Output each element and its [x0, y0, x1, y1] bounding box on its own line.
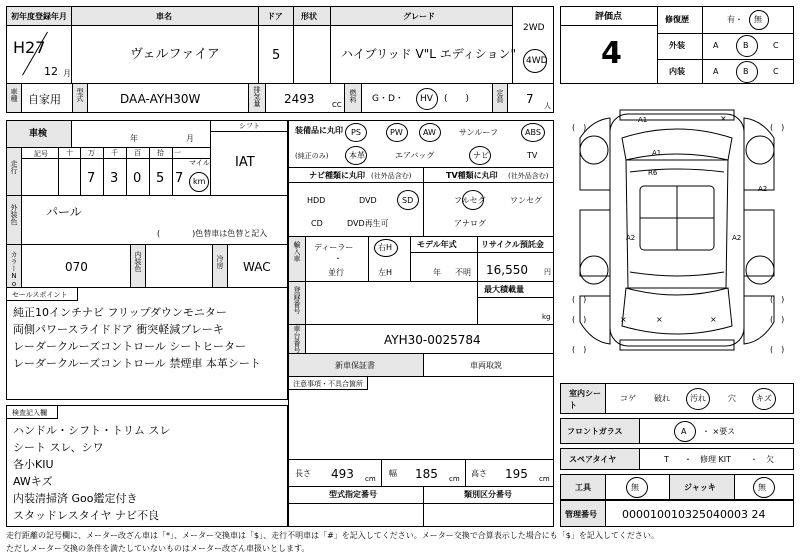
windshield-cell	[639, 418, 794, 444]
tv-item: ワンセグ	[510, 196, 542, 205]
eq-item: PW	[390, 128, 403, 137]
chassis-side	[288, 324, 306, 354]
manual-cell	[423, 353, 554, 377]
navi-box	[288, 167, 424, 237]
month-unit: 月	[63, 69, 71, 78]
sales-point-line: レーダークルーズコントロール 禁煙車 本革シート	[13, 357, 261, 370]
first-reg-label: 初年度登録年月	[11, 12, 67, 21]
footer-line-2: ただしメーター交換の条件を満たしていないものはメーター改ざん車扱いとします。	[6, 544, 310, 553]
seat-item: 穴	[728, 394, 736, 403]
displacement-label: 排気量	[253, 86, 261, 107]
grade-label: グレード	[403, 12, 435, 21]
jack-cell	[734, 474, 794, 500]
max-load-cell	[477, 281, 554, 325]
navi-title: ナビ種類に丸印	[309, 171, 365, 180]
manual-label: 車両取説	[470, 361, 502, 370]
displacement-value-cell	[265, 83, 345, 113]
spare-item: T	[664, 455, 669, 464]
mileage-cell	[21, 147, 211, 196]
type-number-cell	[288, 486, 424, 527]
inspection-label-cell	[6, 120, 72, 148]
seat-cell	[605, 383, 794, 414]
navi-item: DVD	[359, 196, 377, 205]
digit-header-2: 千	[111, 149, 118, 157]
interior-color-label: 内装色	[134, 251, 142, 272]
spare-item: ・	[750, 455, 758, 464]
tools-cell	[605, 474, 670, 500]
color-no-label: カラーNo.	[10, 251, 18, 296]
first-reg-cell	[6, 25, 72, 84]
sales-points-title: セールスポイント	[12, 291, 68, 299]
category-number-label: 類別区分番号	[464, 490, 512, 499]
mileage-side-cell	[6, 147, 22, 196]
mileage-sym-label: 記号	[34, 150, 48, 158]
fuel-value: G・D・	[372, 94, 404, 104]
sales-point-line: 純正10インチナビ フリップダウンモニター	[13, 306, 227, 319]
tv-item: フルセグ	[454, 196, 486, 205]
ac-side	[212, 244, 228, 288]
int-a: A	[713, 67, 719, 76]
mgmt-label-cell	[560, 500, 606, 527]
ac-value: WAC	[243, 260, 271, 274]
import-side	[288, 236, 306, 282]
exterior-value: パール	[46, 205, 82, 219]
import-cell	[305, 236, 411, 282]
grade-header	[330, 6, 513, 26]
diagram-paren: ( )	[770, 345, 785, 354]
drive-cell	[512, 6, 554, 84]
repair-none: 無	[754, 15, 762, 24]
inspection-value-cell	[71, 120, 211, 148]
door-header	[258, 6, 294, 26]
diagram-mark: A2	[732, 234, 742, 242]
color-no-cell	[21, 244, 131, 288]
door-cell	[258, 25, 294, 84]
kind-label-cell	[6, 83, 22, 113]
tv-sub: (社外品含む)	[508, 172, 549, 180]
grade-value: ハイブリッド V"L エディション"	[341, 47, 517, 61]
diagram-mark: R6	[648, 169, 658, 177]
notes-box	[288, 376, 554, 460]
reg-month: 12	[44, 65, 58, 78]
import-parallel: 並行	[328, 268, 344, 277]
category-number-cell	[423, 486, 554, 527]
seat-label-cell	[560, 383, 606, 414]
recycle-label: リサイクル預託金	[481, 240, 544, 249]
seat-item: 破れ	[654, 394, 670, 403]
displacement-value: 2493	[284, 92, 315, 106]
drive-2wd: 2WD	[523, 23, 545, 33]
car-outline-icon	[560, 90, 794, 378]
inspector-line: AWキズ	[13, 475, 53, 488]
displacement-unit: CC	[332, 101, 342, 109]
digit-header-3: 百	[134, 149, 141, 157]
shape-cell	[293, 25, 331, 84]
inspector-line: 各小KIU	[13, 458, 54, 471]
eq-item: ABS	[525, 128, 541, 137]
model-year-cell	[410, 236, 478, 282]
import-dot: ・	[334, 254, 342, 263]
drive-4wd: 4WD	[526, 56, 548, 66]
shift-label: シフト	[239, 122, 260, 130]
equipment-box	[288, 120, 554, 168]
registration-side	[288, 281, 306, 325]
height-unit: cm	[539, 475, 550, 483]
seat-label: 室内シート	[569, 389, 601, 410]
car-name-header	[71, 6, 259, 26]
jack-label-cell	[669, 474, 735, 500]
era-year: H27	[13, 38, 46, 57]
width-unit: cm	[449, 475, 460, 483]
warranty-label: 新車保証書	[335, 361, 375, 370]
navi-sub: (社外品含む)	[371, 172, 412, 180]
fuel-label-cell	[344, 83, 362, 113]
mgmt-label: 管理番号	[565, 510, 597, 519]
seat-item: コゲ	[620, 394, 636, 403]
fuel-paren: ( )	[444, 94, 470, 104]
mileage-unit: km	[193, 177, 206, 186]
diagram-mark: ×	[720, 114, 727, 123]
digit-header-1: 万	[88, 149, 95, 157]
tools-label-cell	[560, 474, 606, 500]
import-dealer: ディーラー	[314, 243, 354, 252]
eq-item: ナビ	[473, 151, 489, 160]
score-value: 4	[601, 36, 622, 71]
fuel-label: 燃料	[349, 89, 357, 103]
inspection-year: 年	[130, 134, 138, 143]
door-label: ドア	[267, 12, 283, 21]
model-value-cell	[87, 83, 249, 113]
kind-value-cell	[21, 83, 73, 113]
car-name-cell	[71, 25, 259, 84]
recycle-unit: 円	[544, 268, 551, 276]
navi-item: CD	[311, 219, 323, 228]
diagram-paren: ( )	[770, 123, 785, 132]
grade-cell	[330, 25, 517, 84]
import-left: 左H	[378, 268, 393, 277]
diagram-paren: ( )	[572, 123, 587, 132]
inspector-line: ハンドル・シフト・トリム スレ	[13, 424, 171, 437]
model-year-label: モデル年式	[417, 240, 457, 249]
ac-label: 冷房	[216, 255, 224, 269]
diagram-mark: ×	[656, 315, 663, 324]
eq-item: PS	[351, 128, 361, 137]
diagram-paren: ( )	[572, 345, 587, 354]
navi-item: DVD再生可	[347, 219, 389, 228]
eq-item: エアバッグ	[395, 151, 435, 160]
navi-item: HDD	[307, 196, 326, 205]
eq-item: 本革	[349, 151, 365, 160]
shift-value: IAT	[235, 155, 255, 170]
car-diagram	[560, 90, 794, 378]
spare-item: 欠	[766, 455, 774, 464]
fuel-hv: HV	[420, 94, 433, 104]
int-c: C	[773, 67, 779, 76]
import-right: 右H	[378, 243, 393, 252]
model-year-value: 不明	[455, 268, 471, 277]
diagram-mark: A2	[626, 234, 636, 242]
footer-line-1: 走行距離の記号欄に、メーター改ざん車は「*」、メーター交換車は「$」、走行不明車は「#」を記入してください。メーター交換で合算表示した場合にも「$」を記入してください。	[6, 531, 659, 540]
model-year-unit: 年	[433, 268, 441, 277]
fuel-value-cell	[361, 83, 493, 113]
color-no-value: 070	[65, 260, 88, 274]
inspector-title: 検査記入欄	[12, 409, 47, 417]
diagram-paren: ( )	[572, 295, 587, 304]
ext-label: 外装	[669, 41, 685, 50]
width-label: 幅	[389, 469, 397, 478]
exterior-note: ( )色替車は色替と記入	[157, 229, 268, 238]
height-label: 高さ	[471, 469, 487, 478]
chassis-cell	[305, 324, 554, 354]
warranty-cell	[288, 353, 424, 377]
length-label: 長さ	[295, 469, 311, 478]
inspection-month: 月	[186, 134, 194, 143]
length-value: 493	[331, 467, 354, 481]
inspector-box	[6, 405, 288, 527]
mgmt-cell	[605, 500, 794, 527]
tools-label: 工具	[575, 483, 591, 492]
kind-label: 車種	[10, 88, 18, 102]
eq-item: AW	[423, 128, 436, 137]
spare-label: スペアタイヤ	[569, 455, 617, 464]
inspector-line: シート スレ、シワ	[13, 441, 104, 454]
model-label: 型式	[76, 88, 84, 102]
tv-title: TV種類に丸印	[446, 171, 498, 180]
mileage-digit: 3	[110, 171, 119, 186]
model-label-cell	[72, 83, 88, 113]
shape-header	[293, 6, 331, 26]
type-number-label: 型式指定番号	[329, 490, 377, 499]
capacity-label: 定員	[496, 89, 504, 103]
int-b: B	[743, 67, 749, 76]
interior-color-side	[130, 244, 146, 288]
ac-cell	[227, 244, 288, 288]
seat-item: キズ	[756, 394, 772, 403]
mileage-digit: 5	[156, 171, 165, 186]
diagram-mark: ×	[710, 315, 717, 324]
diagram-mark: A1	[638, 116, 648, 124]
import-side-label: 輸入車	[293, 241, 301, 262]
registration-side-label: 登録番号	[293, 286, 301, 314]
chassis-value: AYH30-0025784	[384, 333, 481, 347]
car-name: ヴェルファイア	[130, 47, 220, 62]
digit-header-0: 十	[66, 149, 73, 157]
diagram-mark: ×	[620, 315, 627, 324]
tv-box	[423, 167, 554, 237]
repair-value: 有・	[727, 15, 743, 24]
exterior-cell	[21, 195, 288, 245]
mileage-digit: 7	[87, 171, 96, 186]
recycle-value: 16,550	[486, 263, 528, 277]
car-name-label: 車名	[156, 12, 172, 21]
sales-point-line: 両側パワースライドドア 衝突軽減ブレーキ	[13, 323, 224, 336]
eq-item: TV	[527, 151, 538, 160]
jack-label: ジャッキ	[684, 483, 716, 492]
color-no-side	[6, 244, 22, 296]
spare-cell	[639, 448, 794, 470]
windshield-label: フロントガラス	[567, 427, 623, 436]
recycle-cell	[477, 236, 554, 282]
length-unit: cm	[365, 475, 376, 483]
dimensions-row	[288, 459, 554, 487]
mileage-unit-label: マイル	[189, 159, 210, 167]
equipment-label: 装備品に丸印	[295, 126, 343, 135]
inspection-label: 車検	[29, 129, 48, 139]
displacement-label-cell	[248, 83, 266, 113]
int-label: 内装	[669, 67, 685, 76]
spare-item: 修理 KIT	[700, 455, 732, 464]
digit-header-5: 一	[174, 149, 181, 157]
tv-item: アナログ	[454, 219, 486, 228]
tools-value: 無	[631, 483, 639, 492]
capacity-label-cell	[492, 83, 508, 113]
ext-b: B	[743, 41, 749, 50]
eq-item: サンルーフ	[459, 128, 498, 137]
seat-item: 汚れ	[690, 394, 706, 403]
score-box	[560, 6, 794, 84]
notes-label: 注意事項・不具合箇所	[293, 380, 363, 388]
sales-point-line: レーダークルーズコントロール シートヒーター	[13, 340, 246, 353]
diagram-paren: ( )	[572, 315, 587, 324]
mileage-digit: 0	[133, 171, 142, 186]
mileage-digit: 7	[175, 171, 184, 186]
diagram-paren: ( )	[770, 315, 785, 324]
model-value: DAA-AYH30W	[120, 92, 201, 106]
interior-color-cell	[145, 244, 213, 288]
sales-points-box	[6, 287, 288, 400]
mgmt-value: 000010010325040003 24	[622, 508, 766, 521]
chassis-label: 車台番号	[293, 325, 301, 353]
ext-a: A	[713, 41, 719, 50]
score-label: 評価点	[595, 12, 623, 22]
windshield-label-cell	[560, 418, 640, 444]
jack-value: 無	[758, 483, 766, 492]
exterior-side-cell	[6, 195, 22, 245]
first-reg-header	[6, 6, 72, 26]
kind-value: 自家用	[28, 93, 61, 106]
diagram-mark: A2	[758, 185, 768, 193]
capacity-value: 7	[526, 92, 534, 106]
diagram-mark: A1	[652, 149, 662, 157]
mileage-side-label: 走行	[10, 160, 18, 174]
inspector-line: スタッドレスタイヤ ナビ不良	[13, 509, 159, 522]
repair-label: 修復歴	[665, 15, 689, 24]
max-load-kg: kg	[542, 313, 551, 321]
capacity-unit: 人	[544, 102, 551, 110]
equipment-sub: (純正のみ)	[295, 152, 329, 160]
digit-header-4: 拾	[157, 149, 164, 157]
spare-label-cell	[560, 448, 640, 470]
max-load-label: 最大積載量	[484, 285, 524, 294]
door-count: 5	[272, 48, 281, 63]
height-value: 195	[505, 467, 528, 481]
spare-item: ・	[684, 455, 692, 464]
windshield-a: A	[681, 427, 687, 436]
inspector-line: 内装清掃済 Goo鑑定付き	[13, 492, 138, 505]
ext-c: C	[773, 41, 779, 50]
navi-item: SD	[402, 196, 414, 205]
shift-cell	[210, 120, 288, 196]
registration-cell	[305, 281, 478, 325]
exterior-side-label: 外装色	[10, 204, 18, 225]
windshield-rest: ・ ×要ス	[702, 427, 736, 436]
capacity-value-cell	[507, 83, 554, 113]
shape-label: 形状	[301, 12, 317, 21]
diagram-paren: ( )	[770, 295, 785, 304]
width-value: 185	[415, 467, 438, 481]
